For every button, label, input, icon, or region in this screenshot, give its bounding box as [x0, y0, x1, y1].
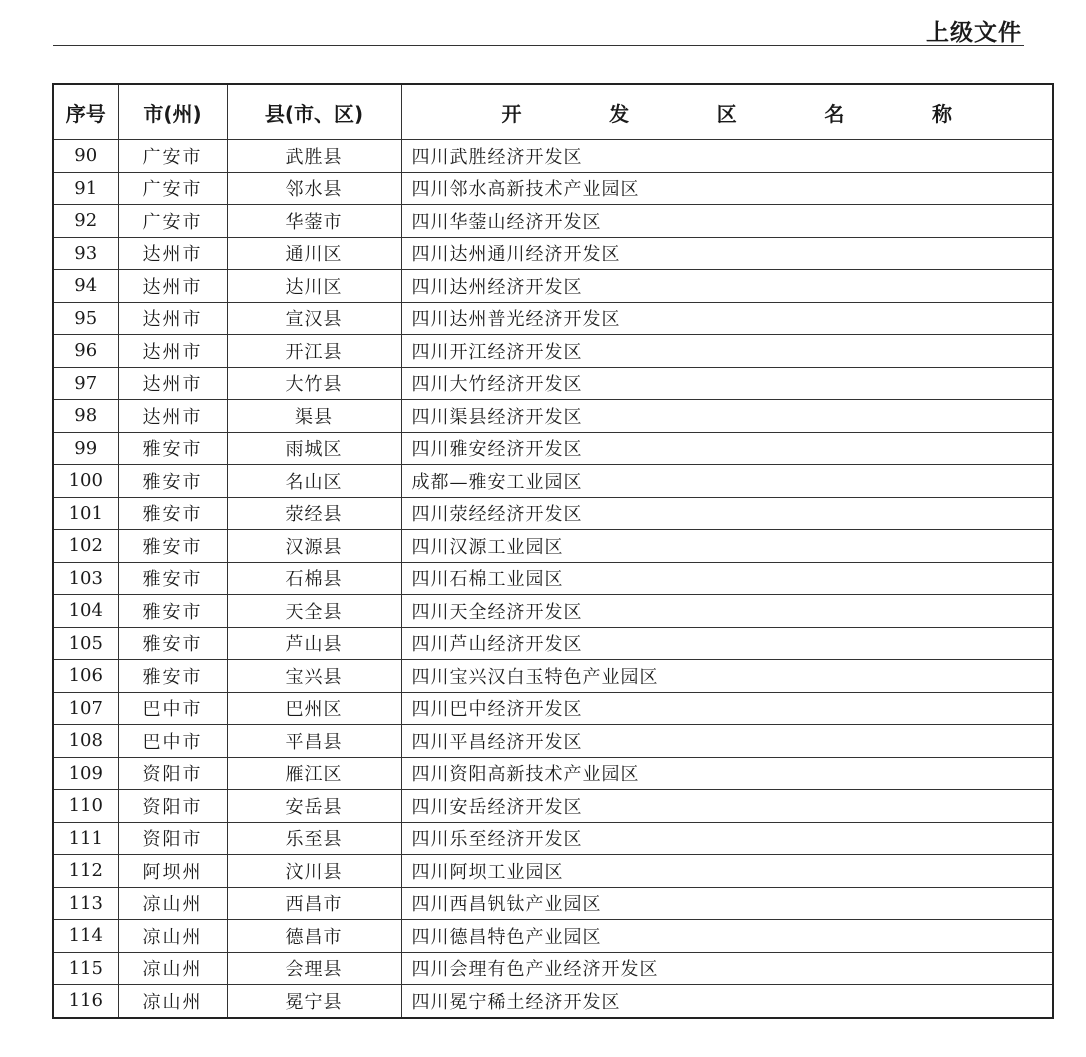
- cell-zone-name: 四川石棉工业园区: [401, 562, 1053, 595]
- table-row: [53, 627, 1053, 660]
- cell-seq: 94: [53, 270, 118, 303]
- cell-county: 安岳县: [227, 790, 401, 823]
- cell-seq: 115: [53, 952, 118, 985]
- cell-county: 武胜县: [227, 140, 401, 173]
- cell-county: 雨城区: [227, 432, 401, 465]
- cell-seq: 114: [53, 920, 118, 953]
- cell-seq: 97: [53, 367, 118, 400]
- cell-city: 雅安市: [118, 530, 227, 563]
- cell-seq: 112: [53, 855, 118, 888]
- header-zone-name-char: 称: [932, 101, 952, 126]
- cell-city: 广安市: [118, 205, 227, 238]
- cell-zone-name: 四川会理有色产业经济开发区: [401, 952, 1053, 985]
- cell-seq: 104: [53, 595, 118, 628]
- cell-city: 雅安市: [118, 595, 227, 628]
- cell-seq: 99: [53, 432, 118, 465]
- header-divider: [53, 45, 1024, 46]
- cell-zone-name: 四川达州通川经济开发区: [401, 237, 1053, 270]
- cell-city: 资阳市: [118, 757, 227, 790]
- table-row: [53, 660, 1053, 693]
- cell-zone-name: 四川邻水高新技术产业园区: [401, 172, 1053, 205]
- table-row: [53, 855, 1053, 888]
- cell-seq: 100: [53, 465, 118, 498]
- cell-seq: 111: [53, 822, 118, 855]
- cell-county: 汶川县: [227, 855, 401, 888]
- cell-county: 石棉县: [227, 562, 401, 595]
- cell-county: 芦山县: [227, 627, 401, 660]
- cell-zone-name: 四川资阳高新技术产业园区: [401, 757, 1053, 790]
- cell-seq: 103: [53, 562, 118, 595]
- table-row: [53, 465, 1053, 498]
- cell-seq: 96: [53, 335, 118, 368]
- table-row: [53, 270, 1053, 303]
- table-row: [53, 952, 1053, 985]
- table-row: [53, 725, 1053, 758]
- cell-county: 会理县: [227, 952, 401, 985]
- cell-county: 平昌县: [227, 725, 401, 758]
- table-row: [53, 205, 1053, 238]
- cell-county: 宣汉县: [227, 302, 401, 335]
- cell-city: 雅安市: [118, 432, 227, 465]
- cell-zone-name: 四川西昌钒钛产业园区: [401, 887, 1053, 920]
- cell-county: 名山区: [227, 465, 401, 498]
- cell-city: 凉山州: [118, 985, 227, 1018]
- cell-seq: 90: [53, 140, 118, 173]
- cell-seq: 105: [53, 627, 118, 660]
- cell-county: 巴州区: [227, 692, 401, 725]
- cell-city: 雅安市: [118, 562, 227, 595]
- header-zone-name-char: 名: [824, 101, 845, 126]
- header-zone-name-char: 区: [716, 101, 737, 126]
- cell-zone-name: 四川雅安经济开发区: [401, 432, 1053, 465]
- table-row: [53, 985, 1053, 1018]
- table-row: [53, 562, 1053, 595]
- cell-zone-name: 四川汉源工业园区: [401, 530, 1053, 563]
- cell-zone-name: 四川阿坝工业园区: [401, 855, 1053, 888]
- cell-county: 达川区: [227, 270, 401, 303]
- cell-city: 广安市: [118, 172, 227, 205]
- cell-zone-name: 四川冕宁稀土经济开发区: [401, 985, 1053, 1018]
- table-row: [53, 237, 1053, 270]
- table-row: [53, 497, 1053, 530]
- cell-city: 达州市: [118, 367, 227, 400]
- cell-county: 宝兴县: [227, 660, 401, 693]
- table-row: [53, 692, 1053, 725]
- cell-county: 雁江区: [227, 757, 401, 790]
- page-header-title: 上级文件: [926, 20, 1022, 46]
- cell-city: 资阳市: [118, 822, 227, 855]
- cell-seq: 95: [53, 302, 118, 335]
- cell-zone-name: 四川平昌经济开发区: [401, 725, 1053, 758]
- cell-city: 阿坝州: [118, 855, 227, 888]
- table-row: [53, 302, 1053, 335]
- cell-county: 邻水县: [227, 172, 401, 205]
- table-row: [53, 432, 1053, 465]
- table-header-row: [53, 84, 1053, 140]
- cell-city: 资阳市: [118, 790, 227, 823]
- cell-city: 雅安市: [118, 627, 227, 660]
- cell-county: 华蓥市: [227, 205, 401, 238]
- header-zone-name-char: 开: [501, 101, 522, 126]
- cell-seq: 116: [53, 985, 118, 1018]
- cell-city: 巴中市: [118, 692, 227, 725]
- cell-city: 凉山州: [118, 887, 227, 920]
- table-row: [53, 367, 1053, 400]
- cell-zone-name: 四川安岳经济开发区: [401, 790, 1053, 823]
- cell-city: 雅安市: [118, 497, 227, 530]
- cell-seq: 98: [53, 400, 118, 433]
- cell-city: 达州市: [118, 302, 227, 335]
- cell-zone-name: 四川华蓥山经济开发区: [401, 205, 1053, 238]
- cell-county: 开江县: [227, 335, 401, 368]
- table-row: [53, 140, 1053, 173]
- cell-seq: 109: [53, 757, 118, 790]
- cell-zone-name: 四川德昌特色产业园区: [401, 920, 1053, 953]
- table-row: [53, 530, 1053, 563]
- cell-city: 凉山州: [118, 952, 227, 985]
- table-row: [53, 887, 1053, 920]
- cell-seq: 92: [53, 205, 118, 238]
- cell-seq: 93: [53, 237, 118, 270]
- header-zone-name: [401, 84, 1053, 140]
- cell-zone-name: 四川乐至经济开发区: [401, 822, 1053, 855]
- cell-city: 达州市: [118, 400, 227, 433]
- cell-zone-name: 四川渠县经济开发区: [401, 400, 1053, 433]
- cell-county: 汉源县: [227, 530, 401, 563]
- table-row: [53, 920, 1053, 953]
- cell-county: 冕宁县: [227, 985, 401, 1018]
- cell-county: 天全县: [227, 595, 401, 628]
- table-row: [53, 822, 1053, 855]
- cell-zone-name: 四川芦山经济开发区: [401, 627, 1053, 660]
- cell-county: 通川区: [227, 237, 401, 270]
- development-zone-table: [52, 83, 1054, 1019]
- cell-county: 德昌市: [227, 920, 401, 953]
- cell-zone-name: 四川达州普光经济开发区: [401, 302, 1053, 335]
- cell-county: 乐至县: [227, 822, 401, 855]
- cell-zone-name: 四川大竹经济开发区: [401, 367, 1053, 400]
- cell-seq: 102: [53, 530, 118, 563]
- cell-seq: 106: [53, 660, 118, 693]
- cell-county: 大竹县: [227, 367, 401, 400]
- header-seq: 序号: [53, 84, 118, 140]
- table-row: [53, 172, 1053, 205]
- table-row: [53, 335, 1053, 368]
- cell-city: 达州市: [118, 270, 227, 303]
- cell-seq: 101: [53, 497, 118, 530]
- cell-city: 达州市: [118, 237, 227, 270]
- header-zone-name-char: 发: [609, 101, 630, 126]
- cell-seq: 107: [53, 692, 118, 725]
- table-body: [53, 140, 1053, 1018]
- cell-zone-name: 四川荥经经济开发区: [401, 497, 1053, 530]
- cell-city: 雅安市: [118, 465, 227, 498]
- cell-zone-name: 四川宝兴汉白玉特色产业园区: [401, 660, 1053, 693]
- cell-seq: 110: [53, 790, 118, 823]
- cell-zone-name: 四川达州经济开发区: [401, 270, 1053, 303]
- cell-zone-name: 四川武胜经济开发区: [401, 140, 1053, 173]
- cell-city: 凉山州: [118, 920, 227, 953]
- cell-zone-name: 四川开江经济开发区: [401, 335, 1053, 368]
- table-row: [53, 400, 1053, 433]
- cell-seq: 108: [53, 725, 118, 758]
- cell-seq: 113: [53, 887, 118, 920]
- cell-city: 广安市: [118, 140, 227, 173]
- header-city: 市(州): [118, 84, 227, 140]
- header-county: 县(市、区): [227, 84, 401, 140]
- cell-zone-name: 四川巴中经济开发区: [401, 692, 1053, 725]
- table-row: [53, 757, 1053, 790]
- cell-city: 巴中市: [118, 725, 227, 758]
- cell-county: 渠县: [227, 400, 401, 433]
- cell-city: 达州市: [118, 335, 227, 368]
- cell-county: 荥经县: [227, 497, 401, 530]
- table-row: [53, 595, 1053, 628]
- cell-zone-name: 成都—雅安工业园区: [401, 465, 1053, 498]
- table-row: [53, 790, 1053, 823]
- cell-city: 雅安市: [118, 660, 227, 693]
- cell-county: 西昌市: [227, 887, 401, 920]
- cell-zone-name: 四川天全经济开发区: [401, 595, 1053, 628]
- cell-seq: 91: [53, 172, 118, 205]
